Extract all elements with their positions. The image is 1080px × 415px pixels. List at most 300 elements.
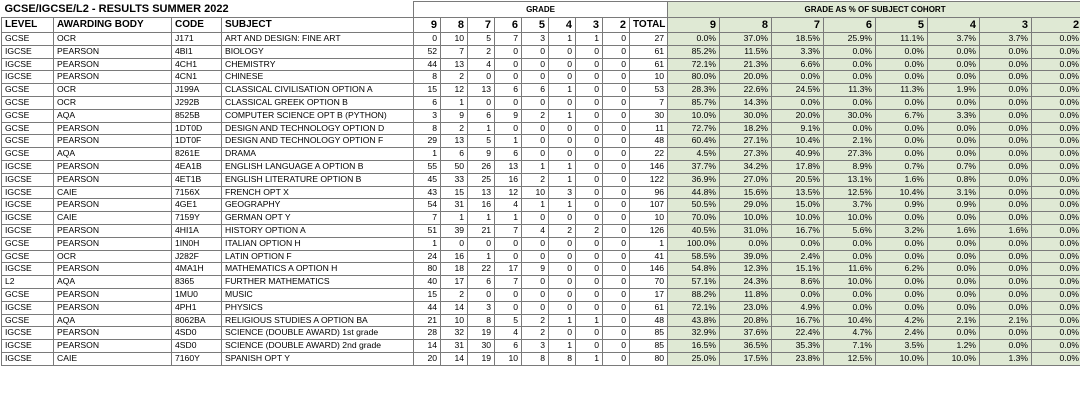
code-cell: 4HI1A: [172, 224, 222, 237]
total-cell: 107: [630, 199, 668, 212]
level-cell: IGCSE: [2, 186, 54, 199]
grade-count-cell: 0: [603, 352, 630, 365]
grade-percent-cell: 27.0%: [720, 173, 772, 186]
grade-count-cell: 1: [576, 314, 603, 327]
results-table: [1, 1, 1080, 366]
total-cell: 122: [630, 173, 668, 186]
grade-percent-cell: 30.0%: [720, 109, 772, 122]
grade-8-header: 8: [441, 18, 468, 33]
grade-count-cell: 2: [522, 109, 549, 122]
grade-percent-cell: 6.7%: [876, 109, 928, 122]
grade-count-cell: 0: [603, 186, 630, 199]
table-row: [2, 314, 1080, 327]
grade-count-cell: 0: [576, 135, 603, 148]
code-cell: 8365: [172, 276, 222, 289]
grade-count-cell: 0: [576, 263, 603, 276]
grade-count-cell: 0: [603, 96, 630, 109]
grade-percent-cell: 2.1%: [980, 314, 1032, 327]
grade-count-cell: 7: [414, 212, 441, 225]
level-cell: GCSE: [2, 96, 54, 109]
grade-percent-cell: 50.5%: [668, 199, 720, 212]
grade-percent-cell: 0.0%: [1032, 33, 1080, 46]
grade-percent-cell: 0.0%: [876, 45, 928, 58]
grade-count-cell: 0: [522, 301, 549, 314]
level-cell: GCSE: [2, 33, 54, 46]
grade-count-cell: 3: [468, 301, 495, 314]
grade-percent-cell: 10.4%: [824, 314, 876, 327]
grade-percent-cell: 39.0%: [720, 250, 772, 263]
grade-count-cell: 0: [576, 212, 603, 225]
awarding-body-cell: PEARSON: [54, 288, 172, 301]
grade-percent-cell: 17.5%: [720, 352, 772, 365]
grade-percent-cell: 0.0%: [824, 237, 876, 250]
grade-percent-cell: 27.3%: [720, 148, 772, 161]
grade-percent-cell: 0.0%: [928, 327, 980, 340]
table-row: [2, 237, 1080, 250]
grade-percent-cell: 20.8%: [720, 314, 772, 327]
grade-percent-cell: 1.6%: [980, 224, 1032, 237]
grade-count-cell: 0: [603, 263, 630, 276]
grade-percent-cell: 0.0%: [1032, 237, 1080, 250]
grade-percent-cell: 0.0%: [1032, 340, 1080, 353]
total-cell: 10: [630, 71, 668, 84]
grade-count-cell: 6: [495, 84, 522, 97]
grade-count-cell: 8: [414, 71, 441, 84]
subject-cell: FRENCH OPT X: [222, 186, 414, 199]
grade-percent-cell: 0.0%: [980, 250, 1032, 263]
grade-count-cell: 0: [495, 237, 522, 250]
subject-cell: HISTORY OPTION A: [222, 224, 414, 237]
level-cell: GCSE: [2, 237, 54, 250]
grade-percent-cell: 0.0%: [824, 122, 876, 135]
grade-percent-cell: 0.0%: [980, 58, 1032, 71]
level-cell: IGCSE: [2, 199, 54, 212]
code-cell: 4SD0: [172, 340, 222, 353]
grade-percent-cell: 1.6%: [928, 224, 980, 237]
grade-count-cell: 0: [603, 173, 630, 186]
grade-percent-cell: 0.0%: [1032, 301, 1080, 314]
table-row: [2, 199, 1080, 212]
grade-count-cell: 22: [468, 263, 495, 276]
grade-count-cell: 26: [468, 160, 495, 173]
grade-percent-cell: 14.3%: [720, 96, 772, 109]
grade-count-cell: 0: [522, 212, 549, 225]
subject-cell: PHYSICS: [222, 301, 414, 314]
grade-percent-cell: 0.0%: [824, 250, 876, 263]
grade-count-cell: 1: [549, 314, 576, 327]
grade-percent-cell: 0.9%: [876, 199, 928, 212]
table-row: [2, 212, 1080, 225]
table-row: [2, 160, 1080, 173]
grade-count-cell: 0: [549, 263, 576, 276]
grade-percent-cell: 0.0%: [1032, 71, 1080, 84]
grade-count-cell: 6: [495, 148, 522, 161]
grade-percent-cell: 0.7%: [928, 160, 980, 173]
grade-count-cell: 1: [549, 173, 576, 186]
table-row: [2, 58, 1080, 71]
code-cell: 4MA1H: [172, 263, 222, 276]
grade-percent-cell: 15.1%: [772, 263, 824, 276]
grade-count-cell: 0: [603, 327, 630, 340]
grade-percent-cell: 11.8%: [720, 288, 772, 301]
grade-count-cell: 1: [468, 250, 495, 263]
grade-count-cell: 0: [603, 288, 630, 301]
grade-percent-cell: 0.0%: [876, 301, 928, 314]
grade-count-cell: 0: [603, 212, 630, 225]
grade-count-cell: 0: [603, 109, 630, 122]
grade-count-cell: 3: [414, 109, 441, 122]
grade-percent-cell: 3.7%: [980, 33, 1032, 46]
grade-percent-cell: 0.0%: [1032, 148, 1080, 161]
grade-percent-cell: 3.1%: [928, 186, 980, 199]
total-header: TOTAL: [630, 18, 668, 33]
level-cell: IGCSE: [2, 212, 54, 225]
grade-count-cell: 52: [414, 45, 441, 58]
awarding-body-cell: AQA: [54, 148, 172, 161]
grade-percent-cell: 58.5%: [668, 250, 720, 263]
grade-count-cell: 0: [441, 237, 468, 250]
page-title: GCSE/IGCSE/L2 - RESULTS SUMMER 2022: [2, 2, 414, 18]
grade-percent-cell: 10.0%: [876, 352, 928, 365]
grade-count-cell: 0: [576, 288, 603, 301]
grade-percent-cell: 12.3%: [720, 263, 772, 276]
grade-count-cell: 3: [522, 33, 549, 46]
grade-count-cell: 0: [603, 148, 630, 161]
grade-percent-cell: 3.3%: [928, 109, 980, 122]
grade-count-cell: 2: [441, 288, 468, 301]
grade-count-cell: 0: [603, 160, 630, 173]
code-cell: 4CH1: [172, 58, 222, 71]
code-cell: 1IN0H: [172, 237, 222, 250]
grade-3-header: 3: [576, 18, 603, 33]
awarding-body-cell: PEARSON: [54, 224, 172, 237]
subject-cell: CHEMISTRY: [222, 58, 414, 71]
grade-percent-cell: 9.1%: [772, 122, 824, 135]
grade-count-cell: 6: [468, 109, 495, 122]
total-cell: 126: [630, 224, 668, 237]
grade-percent-cell: 0.0%: [980, 71, 1032, 84]
grade-percent-cell: 17.8%: [772, 160, 824, 173]
grade-count-cell: 4: [495, 199, 522, 212]
grade-percent-cell: 0.0%: [980, 122, 1032, 135]
awarding-body-cell: OCR: [54, 33, 172, 46]
grade-count-cell: 0: [414, 33, 441, 46]
table-row: [2, 250, 1080, 263]
grade-percent-cell: 0.0%: [928, 250, 980, 263]
grade-count-cell: 3: [549, 186, 576, 199]
grade-percent-cell: 5.6%: [824, 224, 876, 237]
grade-count-cell: 0: [603, 122, 630, 135]
grade-percent-cell: 0.0%: [1032, 224, 1080, 237]
grade-count-cell: 2: [522, 314, 549, 327]
awarding-body-cell: OCR: [54, 84, 172, 97]
table-row: [2, 84, 1080, 97]
grade-count-cell: 8: [549, 352, 576, 365]
grade-count-cell: 1: [576, 352, 603, 365]
subject-cell: MUSIC: [222, 288, 414, 301]
grade-percent-cell: 0.0%: [824, 96, 876, 109]
grade-percent-cell: 0.0%: [1032, 250, 1080, 263]
level-cell: IGCSE: [2, 263, 54, 276]
grade-percent-cell: 43.8%: [668, 314, 720, 327]
grade-count-cell: 8: [468, 314, 495, 327]
grade-percent-cell: 40.5%: [668, 224, 720, 237]
total-cell: 146: [630, 263, 668, 276]
table-row: [2, 288, 1080, 301]
grade-count-cell: 51: [414, 224, 441, 237]
total-cell: 48: [630, 314, 668, 327]
code-cell: 1DT0D: [172, 122, 222, 135]
grade-percent-cell: 16.7%: [772, 314, 824, 327]
grade-count-cell: 30: [468, 340, 495, 353]
grade-count-cell: 28: [414, 327, 441, 340]
grade-percent-cell: 23.8%: [772, 352, 824, 365]
grade-percent-cell: 0.0%: [1032, 276, 1080, 289]
grade-percent-cell: 2.4%: [772, 250, 824, 263]
grade-count-cell: 0: [576, 84, 603, 97]
grade-percent-cell: 0.0%: [1032, 45, 1080, 58]
grade-count-cell: 0: [522, 71, 549, 84]
grade-count-cell: 0: [576, 199, 603, 212]
grade-count-cell: 4: [522, 224, 549, 237]
grade-count-cell: 1: [576, 33, 603, 46]
code-cell: 4BI1: [172, 45, 222, 58]
grade-percent-cell: 0.0%: [876, 122, 928, 135]
grade-count-cell: 55: [414, 160, 441, 173]
grade-percent-cell: 0.0%: [876, 71, 928, 84]
grade-count-cell: 0: [495, 250, 522, 263]
grade-count-cell: 0: [522, 122, 549, 135]
table-row: [2, 96, 1080, 109]
level-cell: L2: [2, 276, 54, 289]
grade-count-cell: 0: [576, 276, 603, 289]
grade-count-cell: 2: [468, 45, 495, 58]
grade-percent-cell: 0.0%: [928, 276, 980, 289]
grade-count-cell: 0: [522, 250, 549, 263]
grade-percent-cell: 18.5%: [772, 33, 824, 46]
grade-percent-cell: 10.0%: [668, 109, 720, 122]
grade-percent-cell: 72.1%: [668, 301, 720, 314]
grade-count-cell: 0: [549, 71, 576, 84]
grade-count-cell: 39: [441, 224, 468, 237]
grade-percent-cell: 25.9%: [824, 33, 876, 46]
pct-grade-8-header: 8: [720, 18, 772, 33]
grade-count-cell: 15: [414, 288, 441, 301]
pct-grade-2-header: 2: [1032, 18, 1080, 33]
grade-percent-cell: 4.2%: [876, 314, 928, 327]
code-cell: 7160Y: [172, 352, 222, 365]
grade-percent-cell: 0.0%: [1032, 84, 1080, 97]
subject-cell: COMPUTER SCIENCE OPT B (PYTHON): [222, 109, 414, 122]
grade-percent-cell: 0.0%: [980, 173, 1032, 186]
subject-cell: CLASSICAL CIVILISATION OPTION A: [222, 84, 414, 97]
grade-percent-cell: 20.0%: [772, 109, 824, 122]
grade-count-cell: 80: [414, 263, 441, 276]
grade-count-cell: 0: [549, 45, 576, 58]
level-cell: GCSE: [2, 314, 54, 327]
grade-count-cell: 15: [414, 84, 441, 97]
grade-percent-cell: 0.0%: [824, 288, 876, 301]
code-cell: J292B: [172, 96, 222, 109]
subject-cell: MATHEMATICS A OPTION H: [222, 263, 414, 276]
grade-percent-cell: 0.0%: [1032, 96, 1080, 109]
total-cell: 22: [630, 148, 668, 161]
grade-percent-cell: 0.0%: [720, 237, 772, 250]
grade-count-cell: 1: [414, 148, 441, 161]
grade-count-cell: 0: [468, 237, 495, 250]
table-row: [2, 327, 1080, 340]
grade-percent-cell: 29.0%: [720, 199, 772, 212]
grade-percent-cell: 11.1%: [876, 33, 928, 46]
grade-count-cell: 0: [468, 71, 495, 84]
grade-count-cell: 1: [549, 109, 576, 122]
grade-percent-cell: 30.0%: [824, 109, 876, 122]
grade-percent-cell: 16.5%: [668, 340, 720, 353]
grade-count-cell: 9: [522, 263, 549, 276]
grade-percent-cell: 0.0%: [980, 301, 1032, 314]
grade-count-cell: 6: [468, 276, 495, 289]
grade-percent-cell: 0.0%: [1032, 122, 1080, 135]
grade-percent-cell: 54.8%: [668, 263, 720, 276]
grade-count-cell: 0: [603, 45, 630, 58]
grade-percent-cell: 0.0%: [980, 135, 1032, 148]
grade-count-cell: 31: [441, 340, 468, 353]
grade-percent-cell: 0.0%: [1032, 109, 1080, 122]
awarding-body-cell: PEARSON: [54, 199, 172, 212]
awarding-body-cell: PEARSON: [54, 340, 172, 353]
grade-count-cell: 8: [522, 352, 549, 365]
grade-count-cell: 0: [576, 71, 603, 84]
code-cell: 4SD0: [172, 327, 222, 340]
pct-grade-3-header: 3: [980, 18, 1032, 33]
grade-7-header: 7: [468, 18, 495, 33]
grade-percent-cell: 37.7%: [668, 160, 720, 173]
grade-percent-cell: 1.9%: [928, 84, 980, 97]
grade-percent-cell: 0.0%: [980, 212, 1032, 225]
grade-percent-cell: 6.2%: [876, 263, 928, 276]
grade-percent-cell: 0.0%: [980, 199, 1032, 212]
total-cell: 85: [630, 340, 668, 353]
level-cell: IGCSE: [2, 160, 54, 173]
level-cell: GCSE: [2, 250, 54, 263]
grade-count-cell: 0: [495, 301, 522, 314]
code-cell: 7159Y: [172, 212, 222, 225]
level-cell: GCSE: [2, 135, 54, 148]
grade-percent-cell: 0.0%: [1032, 212, 1080, 225]
grade-count-cell: 0: [522, 237, 549, 250]
grade-percent-cell: 2.4%: [876, 327, 928, 340]
subject-cell: DESIGN AND TECHNOLOGY OPTION F: [222, 135, 414, 148]
grade-percent-cell: 40.9%: [772, 148, 824, 161]
grade-count-cell: 0: [603, 276, 630, 289]
grade-percent-cell: 35.3%: [772, 340, 824, 353]
grade-count-cell: 0: [603, 84, 630, 97]
table-row: [2, 224, 1080, 237]
subject-cell: LATIN OPTION F: [222, 250, 414, 263]
total-cell: 48: [630, 135, 668, 148]
total-cell: 61: [630, 301, 668, 314]
grade-percent-cell: 0.0%: [1032, 314, 1080, 327]
awarding-body-cell: PEARSON: [54, 263, 172, 276]
level-cell: IGCSE: [2, 58, 54, 71]
code-cell: 7156X: [172, 186, 222, 199]
awarding-body-cell: OCR: [54, 250, 172, 263]
grade-count-cell: 1: [468, 122, 495, 135]
awarding-body-cell: CAIE: [54, 352, 172, 365]
level-cell: IGCSE: [2, 352, 54, 365]
grade-percent-cell: 1.3%: [980, 352, 1032, 365]
grade-percent-cell: 0.0%: [928, 71, 980, 84]
grade-percent-cell: 10.0%: [928, 352, 980, 365]
grade-percent-cell: 34.2%: [720, 160, 772, 173]
grade-count-cell: 0: [549, 288, 576, 301]
grade-count-cell: 0: [603, 199, 630, 212]
code-cell: 4PH1: [172, 301, 222, 314]
grade-percent-cell: 0.0%: [980, 237, 1032, 250]
grade-count-cell: 0: [549, 212, 576, 225]
grade-count-cell: 0: [576, 250, 603, 263]
grade-percent-cell: 0.0%: [980, 109, 1032, 122]
grade-percent-cell: 0.0%: [876, 148, 928, 161]
grade-percent-cell: 80.0%: [668, 71, 720, 84]
subject-cell: DESIGN AND TECHNOLOGY OPTION D: [222, 122, 414, 135]
grade-percent-cell: 0.9%: [928, 199, 980, 212]
code-cell: 8525B: [172, 109, 222, 122]
level-cell: IGCSE: [2, 224, 54, 237]
grade-count-cell: 0: [495, 45, 522, 58]
grade-percent-cell: 8.6%: [772, 276, 824, 289]
grade-count-cell: 0: [603, 340, 630, 353]
grade-percent-cell: 24.5%: [772, 84, 824, 97]
pct-grade-9-header: 9: [668, 18, 720, 33]
grade-count-cell: 0: [549, 327, 576, 340]
grade-percent-cell: 0.0%: [928, 96, 980, 109]
grade-count-cell: 33: [441, 173, 468, 186]
awarding-body-cell: PEARSON: [54, 237, 172, 250]
grade-count-cell: 18: [441, 263, 468, 276]
grade-count-cell: 14: [414, 340, 441, 353]
awarding-body-cell: PEARSON: [54, 301, 172, 314]
grade-percent-cell: 20.0%: [720, 71, 772, 84]
grade-percent-cell: 0.0%: [928, 45, 980, 58]
grade-count-cell: 5: [468, 33, 495, 46]
code-cell: 1MU0: [172, 288, 222, 301]
grade-count-cell: 9: [468, 148, 495, 161]
grade-count-cell: 54: [414, 199, 441, 212]
grade-percent-cell: 0.0%: [1032, 199, 1080, 212]
grade-percent-cell: 0.0%: [772, 71, 824, 84]
grade-count-cell: 1: [549, 33, 576, 46]
grade-percent-cell: 0.0%: [772, 288, 824, 301]
code-cell: 1DT0F: [172, 135, 222, 148]
awarding-body-cell: PEARSON: [54, 122, 172, 135]
grade-percent-cell: 85.2%: [668, 45, 720, 58]
grade-count-cell: 32: [441, 327, 468, 340]
grade-count-cell: 7: [495, 276, 522, 289]
grade-count-cell: 44: [414, 58, 441, 71]
grade-count-cell: 2: [522, 173, 549, 186]
grade-percent-cell: 22.6%: [720, 84, 772, 97]
total-cell: 27: [630, 33, 668, 46]
code-cell: 4EA1B: [172, 160, 222, 173]
grade-count-cell: 24: [414, 250, 441, 263]
grade-group-header: GRADE: [414, 2, 668, 18]
grade-percent-cell: 0.8%: [928, 173, 980, 186]
code-cell: 8261E: [172, 148, 222, 161]
grade-count-cell: 0: [549, 250, 576, 263]
grade-count-cell: 0: [576, 340, 603, 353]
level-cell: GCSE: [2, 84, 54, 97]
